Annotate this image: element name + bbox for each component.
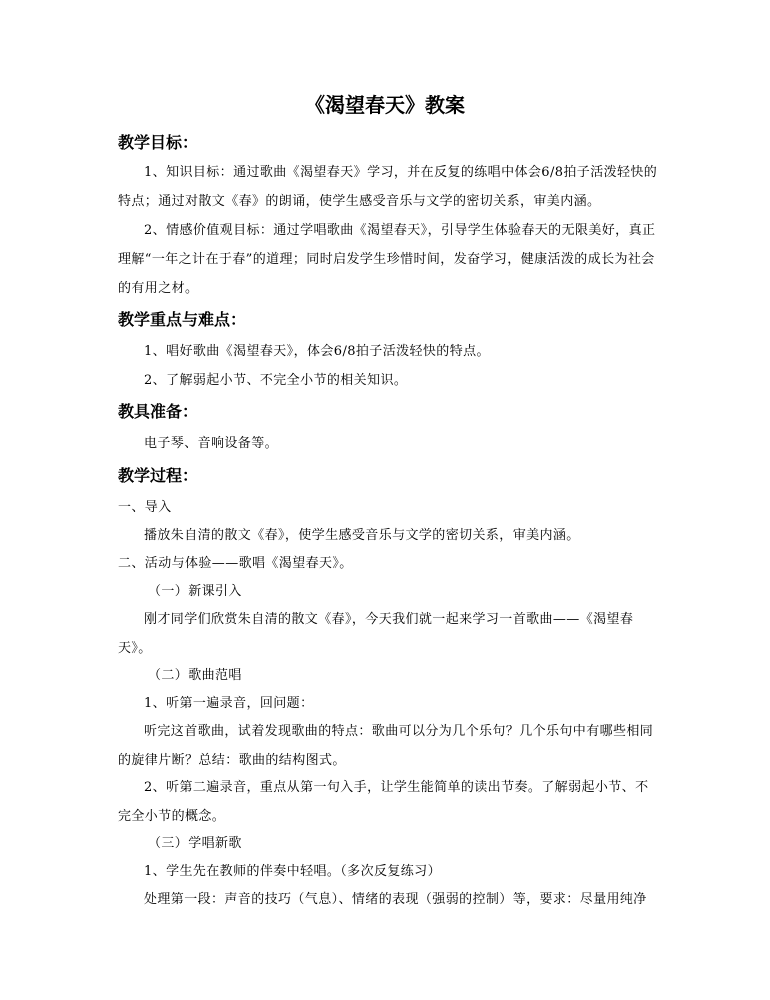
sub3-item1: 1、学生先在教师的伴奏中轻唱。（多次反复练习）	[144, 864, 441, 879]
sub2-item1: 1、听第一遍录音，回问题：	[144, 696, 314, 711]
materials-text: 电子琴、音响设备等。	[144, 436, 279, 451]
intro-text: 播放朱自清的散文《春》，使学生感受音乐与文学的密切关系，审美内涵。	[144, 528, 580, 543]
key-point-1: 1、唱好歌曲《渴望春天》，体会6/8拍子活泼轻快的特点。	[144, 344, 490, 359]
key-point-2: 2、了解弱起小节、不完全小节的相关知识。	[144, 373, 408, 388]
goal-emotion: 2、情感价值观目标：通过学唱歌曲《渴望春天》，引导学生体验春天的无限美好，真正理解“一年之计在于春”的道理；同时启发学生珍惜时间，发奋学习，健康活泼的成长为社会的有用之材。	[118, 223, 656, 296]
intro-title: 一、导入	[118, 500, 172, 515]
materials-heading: 教具准备：	[118, 402, 199, 421]
process-heading: 教学过程：	[118, 466, 199, 485]
sub2-item1-text: 听完这首歌曲，试着发现歌曲的特点：歌曲可以分为几个乐句？几个乐句中有哪些相同的旋律片断？总结：歌曲的结构图式。	[118, 724, 654, 768]
goal-knowledge: 1、知识目标：通过歌曲《渴望春天》学习，并在反复的练唱中体会6/8拍子活泼轻快的特点；通过对散文《春》的朗诵，使学生感受音乐与文学的密切关系，审美内涵。	[118, 165, 658, 209]
sub3-title: （三）学唱新歌	[148, 836, 242, 851]
sub2-item2: 2、听第二遍录音，重点从第一句入手，让学生能简单的读出节奏。了解弱起小节、不完全小节的概念。	[118, 780, 649, 824]
key-points-heading: 教学重点与难点：	[118, 310, 247, 329]
sub1-text: 刚才同学们欣赏朱自清的散文《春》，今天我们就一起来学习一首歌曲——《渴望春天》。	[118, 612, 634, 656]
goals-heading: 教学目标：	[118, 133, 199, 152]
activity-title: 二、活动与体验——歌唱《渴望春天》。	[118, 556, 353, 571]
sub2-title: （二）歌曲范唱	[148, 668, 242, 683]
sub1-title: （一）新课引入	[148, 584, 242, 599]
sub3-item2: 处理第一段：声音的技巧（气息）、情绪的表现（强弱的控制）等，要求：尽量用纯净	[144, 892, 647, 907]
document-title: 《渴望春天》教案	[305, 93, 465, 117]
